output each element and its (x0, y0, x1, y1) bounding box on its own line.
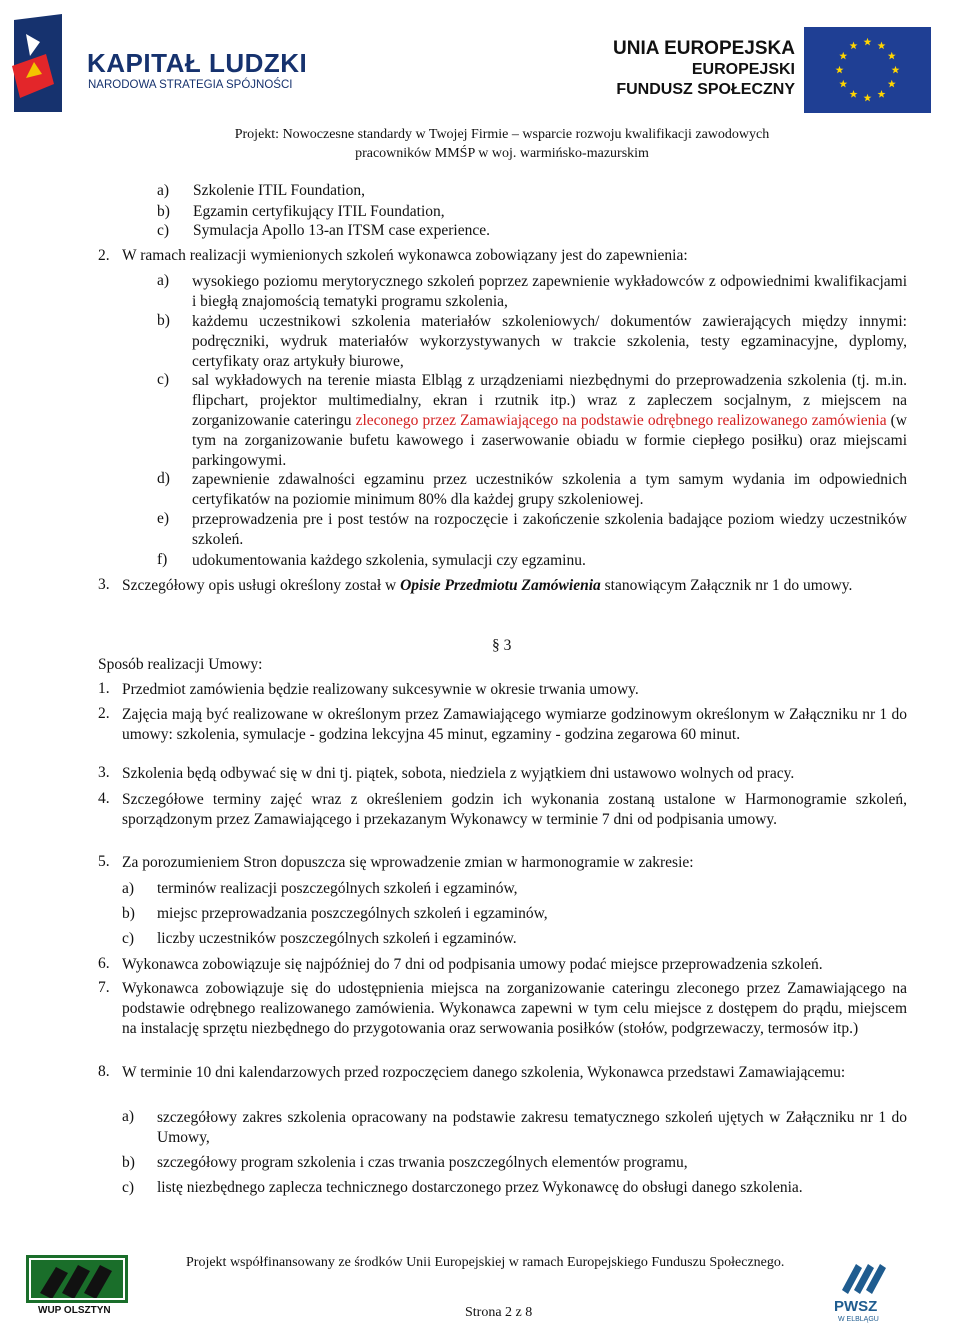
sub-text: listę niezbędnego zaplecza technicznego dostarczonego przez Wykonawcę do obsługi danego szkolenia. (157, 1179, 803, 1196)
item-text: Wykonawca zobowiązuje się najpóźniej do 7 dni od podpisania umowy podać miejsce przeprowadzenia szkoleń. (122, 956, 823, 973)
item-label: 7. (98, 979, 110, 996)
list-text: Symulacja Apollo 13-an ITSM case experience. (193, 222, 490, 239)
item-text: Szkolenia będą odbywać się w dni tj. piątek, sobota, niedziela z wyjątkiem dni ustawowo wolnych od pracy. (122, 765, 795, 782)
item5-sub-a (122, 879, 518, 899)
wup-logo-icon (26, 1255, 128, 1303)
item-text: Szczegółowe terminy zajęć wraz z określeniem godzin ich wykonania zostaną ustalone w Harmonogramie szkoleń, sporządzonym przez Zamawiającego i przekazanym Wykonawcy w terminie 7 dni od podpisania umowy. (122, 791, 907, 828)
eu-line3: FUNDUSZ SPOŁECZNY (616, 81, 795, 98)
list-text: Szkolenie ITIL Foundation, (193, 182, 366, 199)
item-label: b) (157, 312, 170, 329)
item-label: 2. (98, 705, 110, 722)
item-label: c) (157, 371, 170, 388)
s3-item-2 (98, 705, 907, 745)
item8-sub-a (122, 1108, 907, 1148)
sub-text: liczby uczestników poszczególnych szkoleń i egzaminów. (157, 930, 517, 947)
item-label: 3. (98, 764, 110, 781)
list-item (157, 202, 445, 222)
point-3 (98, 576, 907, 596)
list-text: Egzamin certyfikujący ITIL Foundation, (193, 203, 445, 220)
item-label: d) (157, 470, 170, 487)
item-label: 5. (98, 853, 110, 870)
wup-olsztyn-logo (26, 1255, 128, 1321)
wup-label: WUP OLSZTYN (38, 1305, 111, 1316)
pwsz-emblem-icon (838, 1260, 892, 1296)
section-heading: Sposób realizacji Umowy: (98, 656, 263, 673)
item-label: a) (157, 272, 170, 289)
s3-item-4 (98, 790, 907, 830)
p3-text-1: Szczegółowy opis usługi określony został w (122, 577, 401, 594)
kapital-ludzki-logo (12, 14, 312, 114)
kapital-ludzki-emblem-icon (12, 14, 64, 112)
item-label: 8. (98, 1063, 110, 1080)
item8-sub-b (122, 1153, 688, 1173)
sub-text: terminów realizacji poszczególnych szkoleń i egzaminów, (157, 880, 518, 897)
point-label: 2. (98, 247, 110, 264)
s3-item-5 (98, 853, 907, 873)
item-text: W terminie 10 dni kalendarzowych przed rozpoczęciem danego szkolenia, Wykonawca przedstawi Zamawiającemu: (122, 1064, 846, 1081)
point-text (122, 576, 907, 596)
kl-subtitle: NARODOWA STRATEGIA SPÓJNOŚCI (88, 79, 293, 91)
list-label: b) (157, 203, 170, 220)
eu-logo-text (610, 38, 795, 100)
sub-text: szczegółowy program szkolenia i czas trwania poszczególnych elementów programu, (157, 1154, 688, 1171)
s3-item-8 (98, 1063, 907, 1083)
sub-label: b) (122, 905, 135, 922)
sub-label: c) (122, 1179, 135, 1196)
p3-text-2: stanowiącym Załącznik nr 1 do umowy. (600, 577, 853, 594)
sub-label: c) (122, 930, 135, 947)
item-text: każdemu uczestnikowi szkolenia materiałów szkoleniowych/ dokumentów zawierających między innymi: podręczniki, wydruk materiałów wykorzystywanych w trakcie szkolenia, testy egzaminacyjne, dyplomy, certyfikaty oraz artykuły biurowe, (192, 313, 907, 370)
sub-text: miejsc przeprowadzania poszczególnych szkoleń i egzaminów, (157, 905, 548, 922)
sub-label: a) (122, 880, 135, 897)
eu-flag-icon (804, 27, 931, 113)
point-2 (98, 246, 688, 266)
project-title (0, 125, 960, 163)
item-text: wysokiego poziomu merytorycznego szkoleń poprzez zapewnienie wykładowców z odpowiednimi kwalifikacjami i biegłą znajomością tematyki programu szkolenia, (192, 273, 907, 310)
project-line1: Projekt: Nowoczesne standardy w Twojej Firmie – wsparcie rozwoju kwalifikacji zawodowych (234, 127, 770, 142)
kl-title: KAPITAŁ LUDZKI (87, 48, 308, 78)
p3-text-bold: Opisie Przedmiotu Zamówienia (400, 577, 601, 594)
pwsz-sub: W ELBLĄGU (838, 1316, 879, 1323)
item-text: Przedmiot zamówienia będzie realizowany sukcesywnie w okresie trwania umowy. (122, 681, 639, 698)
item5-sub-b (122, 904, 548, 924)
c-text-2: (w tym na zorganizowanie bufetu kawowego i zaserwowanie obiadu w formie ciepłego posiłku) oraz miejscami parkingowymi. (192, 412, 907, 469)
item-text (192, 371, 907, 471)
item-text: Zajęcia mają być realizowane w określonym przez Zamawiającego wymiarze godzinowym określonym w Załączniku nr 1 do umowy: szkolenia, symulacje - godzina lekcyjna 45 minut, egzaminy - godzina zegarowa 60 minut. (122, 706, 907, 743)
sub-label: b) (122, 1154, 135, 1171)
c-text-red: zleconego przez Zamawiającego na podstawie odrębnego realizowanego zamówienia (355, 412, 887, 429)
item-text: zapewnienie zdawalności egzaminu przez uczestników szkolenia a tym samym wydania im odpowiednich certyfikatów na poziomie minimum 80% dla każdej grupy szkoleniowej. (192, 471, 907, 508)
point-text: W ramach realizacji wymienionych szkoleń wykonawca zobowiązany jest do zapewnienia: (122, 247, 688, 264)
list-item (157, 181, 366, 201)
item-text: Za porozumieniem Stron dopuszcza się wprowadzenie zmian w harmonogramie w zakresie: (122, 854, 694, 871)
sub-label: a) (122, 1108, 135, 1125)
p2-item-a (157, 272, 907, 312)
item-text: Wykonawca zobowiązuje się do udostępnienia miejsca na zorganizowanie cateringu zleconego przez Zamawiającego na podstawie odrębnego realizowanego zamówienia. Wykonawca zapewni w tym celu miejsce z dostępem do prądu, miejscem na instalację sprzętu niezbędnego do przygotowania oraz serwowania posiłków (stołów, podgrzewaczy, termosów itp.) (122, 980, 907, 1037)
eu-line2: EUROPEJSKI (691, 61, 795, 78)
s3-item-1 (98, 680, 907, 700)
s3-item-3 (98, 764, 907, 784)
item-label: e) (157, 510, 170, 527)
item-label: 6. (98, 955, 110, 972)
item8-sub-c (122, 1178, 803, 1198)
list-label: a) (157, 182, 170, 199)
p2-item-c (157, 371, 907, 471)
item-text: udokumentowania każdego szkolenia, symulacji czy egzaminu. (192, 552, 586, 569)
project-line2: pracowników MMŚP w woj. warmińsko-mazurskim (355, 146, 649, 161)
pwsz-label: PWSZ (834, 1298, 878, 1315)
item-label: f) (157, 551, 168, 568)
s3-item-6 (98, 955, 907, 975)
p2-item-b (157, 312, 907, 372)
section-sign: § 3 (492, 637, 512, 654)
s3-item-7 (98, 979, 907, 1039)
p2-item-d (157, 470, 907, 510)
p2-item-e (157, 510, 907, 550)
point-label: 3. (98, 576, 110, 593)
list-label: c) (157, 222, 170, 239)
page-number: Strona 2 z 8 (465, 1305, 533, 1320)
eu-line1: UNIA EUROPEJSKA (613, 38, 795, 59)
item-label: 4. (98, 790, 110, 807)
pwsz-logo (826, 1260, 906, 1326)
item-text: przeprowadzenia pre i post testów na rozpoczęcie i zakończenie szkolenia badające poziom wiedzy uczestników szkoleń. (192, 511, 907, 548)
item5-sub-c (122, 929, 517, 949)
p2-item-f (157, 551, 907, 571)
list-item (157, 221, 490, 241)
cofinance-note: Projekt współfinansowany ze środków Unii Europejskiej w ramach Europejskiego Funduszu Społecznego. (186, 1255, 785, 1270)
sub-text: szczegółowy zakres szkolenia opracowany na podstawie zakresu tematycznego szkoleń ujętych w Załączniku nr 1 do Umowy, (157, 1109, 907, 1146)
item-label: 1. (98, 680, 110, 697)
c-text-1: sal wykładowych na terenie miasta Elbląg z urządzeniami niezbędnymi do przeprowadzenia szkolenia (tj. m.in. flipchart, projektor multimedialny, ekran i rzutnik itp.) wraz z zapleczem socjalnym, z miejscem na zorganizowanie cateringu (192, 372, 907, 429)
